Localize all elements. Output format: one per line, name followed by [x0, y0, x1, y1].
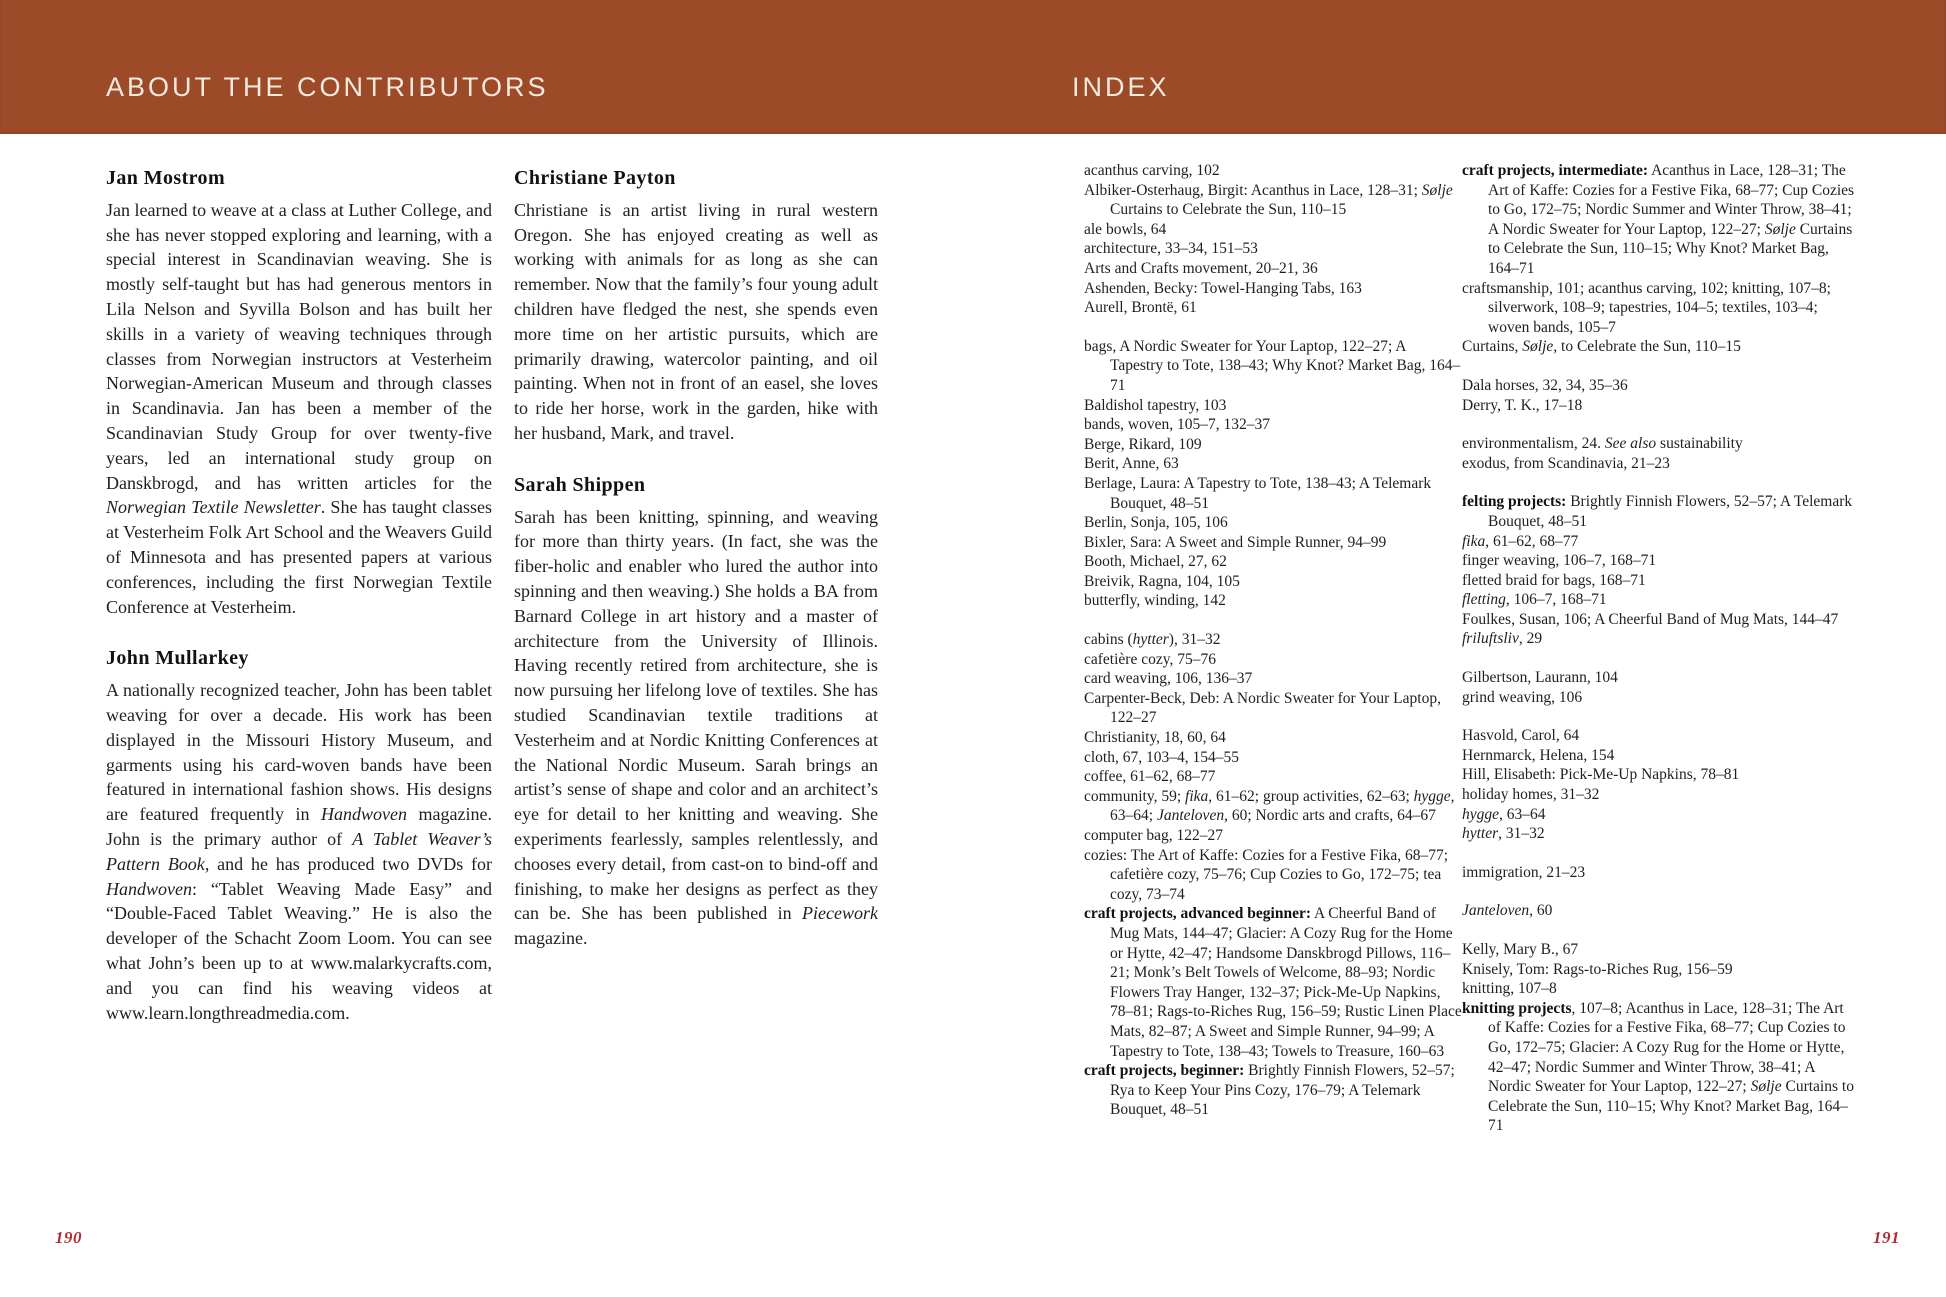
index-entry: immigration, 21–23 — [1462, 863, 1586, 881]
index-entry: cafetière cozy, 75–76 — [1084, 650, 1216, 668]
index-entry: Hill, Elisabeth: Pick-Me-Up Napkins, 78–81 — [1462, 766, 1740, 784]
index-column-2 — [1462, 161, 1858, 1155]
page-number-left: 190 — [55, 1228, 82, 1247]
index-entry: Janteloven, 60 — [1462, 902, 1553, 920]
index-entry: ale bowls, 64 — [1084, 220, 1167, 238]
index-entry: Bixler, Sara: A Sweet and Simple Runner, 94–99 — [1084, 533, 1387, 551]
index-entry: craft projects, intermediate: Acanthus in Lace, 128–31; The Art of Kaffe: Cozies for a Festive Fika, 68–77; Cup Cozies to Go, 172–75; Nordic Summer and Winter Throw, 38–41; A Nordic Sweater for Your Laptop, 122–27; Sølje Curtains to Celebrate the Sun, 110–15; Why Knot? Market Bag, 164–71 — [1462, 162, 1855, 277]
index-entry: grind weaving, 106 — [1462, 688, 1583, 706]
index-entry: hygge, 63–64 — [1462, 805, 1546, 823]
index-entry: Knisely, Tom: Rags-to-Riches Rug, 156–59 — [1462, 960, 1733, 978]
index-entry: Aurell, Brontë, 61 — [1084, 299, 1197, 317]
index-entry: Dala horses, 32, 34, 35–36 — [1462, 376, 1628, 394]
index-entry: Berit, Anne, 63 — [1084, 455, 1179, 473]
index-entry: Derry, T. K., 17–18 — [1462, 396, 1583, 414]
index-entry: holiday homes, 31–32 — [1462, 786, 1600, 804]
index-entry: felting projects: Brightly Finnish Flowers, 52–57; A Telemark Bouquet, 48–51 — [1462, 493, 1853, 530]
index-entry: Carpenter-Beck, Deb: A Nordic Sweater for Your Laptop, 122–27 — [1084, 689, 1441, 727]
contributors-page-title: ABOUT THE CONTRIBUTORS — [106, 72, 549, 102]
index-entry: Breivik, Ragna, 104, 105 — [1084, 572, 1240, 590]
index-entry: hytter, 31–32 — [1462, 825, 1545, 843]
index-entry: Foulkes, Susan, 106; A Cheerful Band of Mug Mats, 144–47 — [1462, 610, 1839, 628]
index-entry: fletted braid for bags, 168–71 — [1462, 571, 1646, 589]
index-entry: bags, A Nordic Sweater for Your Laptop, 122–27; A Tapestry to Tote, 138–43; Why Knot? Market Bag, 164–71 — [1084, 337, 1461, 394]
index-group — [1462, 726, 1858, 844]
index-entry: acanthus carving, 102 — [1084, 162, 1220, 179]
index-entry: finger weaving, 106–7, 168–71 — [1462, 552, 1657, 570]
contributor-name: Christiane Payton — [514, 167, 676, 189]
contributor-name: Jan Mostrom — [106, 167, 226, 189]
index-group — [1462, 434, 1858, 473]
contributors-column-1 — [106, 166, 492, 1025]
index-column-1 — [1084, 161, 1462, 1139]
index-entry: environmentalism, 24. See also sustainability — [1462, 435, 1743, 453]
index-entry: community, 59; fika, 61–62; group activities, 62–63; hygge, 63–64; Janteloven, 60; Nordic arts and crafts, 64–67 — [1084, 787, 1455, 825]
index-entry: knitting, 107–8 — [1462, 980, 1557, 998]
index-group — [1084, 337, 1462, 611]
contributor-bio: A nationally recognized teacher, John has been tablet weaving for over a decade. His work has been displayed in the Missouri History Museum, and garments using his card-woven bands have been featured in international fashion shows. His designs are featured frequently in Handwoven magazine. John is the primary author of A Tablet Weaver’s Pattern Book, and he has produced two DVDs for Handwoven: “Tablet Weaving Made Easy” and “Double-Faced Tablet Weaving.” He is also the developer of the Schacht Zoom Loom. You can see what John’s been up to at www.malarkycrafts.com, and you can find his weaving videos at www.learn.longthreadmedia.com. — [106, 680, 493, 1023]
index-entry: Hasvold, Carol, 64 — [1462, 727, 1580, 745]
index-group — [1462, 940, 1858, 1136]
index-entry: Berlage, Laura: A Tapestry to Tote, 138–43; A Telemark Bouquet, 48–51 — [1084, 474, 1432, 512]
index-entry: bands, woven, 105–7, 132–37 — [1084, 416, 1270, 434]
index-entry: computer bag, 122–27 — [1084, 827, 1224, 844]
index-entry: Kelly, Mary B., 67 — [1462, 941, 1579, 958]
index-group — [1084, 630, 1462, 1120]
index-group — [1462, 161, 1858, 357]
index-entry: butterfly, winding, 142 — [1084, 592, 1226, 610]
index-entry: friluftsliv, 29 — [1462, 630, 1543, 648]
index-entry: Berlin, Sonja, 105, 106 — [1084, 514, 1228, 532]
index-group — [1462, 492, 1858, 649]
index-entry: Baldishol tapestry, 103 — [1084, 396, 1227, 414]
index-entry: coffee, 61–62, 68–77 — [1084, 768, 1216, 786]
index-group — [1462, 668, 1858, 707]
index-entry: Ashenden, Becky: Towel-Hanging Tabs, 163 — [1084, 279, 1362, 297]
index-group — [1084, 161, 1462, 318]
index-entry: knitting projects, 107–8; Acanthus in Lace, 128–31; The Art of Kaffe: Cozies for a Festive Fika, 68–77; Cup Cozies to Go, 172–75; Glacier: A Cozy Rug for the Home or Hytte, 42–47; Nordic Summer and Winter Throw, 38–41; A Nordic Sweater for Your Laptop, 122–27; Sølje Curtains to Celebrate the Sun, 110–15; Why Knot? Market Bag, 164–71 — [1462, 999, 1854, 1135]
contributor-name: Sarah Shippen — [514, 473, 646, 496]
index-page-title: INDEX — [1072, 72, 1170, 102]
index-entry: Booth, Michael, 27, 62 — [1084, 553, 1227, 571]
index-entry: fika, 61–62, 68–77 — [1462, 532, 1579, 550]
header-band — [0, 0, 1946, 134]
index-group — [1462, 376, 1858, 415]
index-entry: Gilbertson, Laurann, 104 — [1462, 669, 1618, 687]
index-entry: Berge, Rikard, 109 — [1084, 435, 1202, 453]
page-number-right: 191 — [1873, 1228, 1900, 1247]
index-entry: craft projects, beginner: Brightly Finnish Flowers, 52–57; Rya to Keep Your Pins Cozy, 176–79; A Telemark Bouquet, 48–51 — [1084, 1062, 1455, 1119]
index-group — [1462, 863, 1858, 883]
index-entry: Christianity, 18, 60, 64 — [1084, 729, 1226, 747]
contributor-name: John Mullarkey — [106, 647, 249, 670]
index-entry: Albiker-Osterhaug, Birgit: Acanthus in Lace, 128–31; Sølje Curtains to Celebrate the Sun, 110–15 — [1084, 181, 1453, 219]
index-entry: architecture, 33–34, 151–53 — [1084, 240, 1258, 258]
index-entry: cozies: The Art of Kaffe: Cozies for a Festive Fika, 68–77; cafetière cozy, 75–76; Cup Cozies to Go, 172–75; tea cozy, 73–74 — [1084, 846, 1449, 903]
contributors-column-2 — [514, 166, 878, 951]
index-entry: cabins (hytter), 31–32 — [1084, 631, 1221, 649]
index-entry: cloth, 67, 103–4, 154–55 — [1084, 748, 1239, 766]
contributor-bio: Jan learned to weave at a class at Luther College, and she has never stopped exploring and learning, with a special interest in Scandinavian weaving. She is mostly self-taught but has had generous mentors in Lila Nelson and Syvilla Bolson and has built her skills in a variety of weaving techniques through classes from Norwegian instructors at Vesterheim Norwegian-American Museum and through classes in Scandinavia. Jan has been a member of the Scandinavian Study Group for over twenty-five years, led an international study group on Danskbrogd, and has written articles for the Norwegian Textile Newsletter. She has taught classes at Vesterheim Folk Art School and the Weavers Guild of Minnesota and has presented papers at various conferences, including the first Norwegian Textile Conference at Vesterheim. — [106, 199, 493, 617]
index-entry: Curtains, Sølje, to Celebrate the Sun, 110–15 — [1462, 338, 1741, 356]
index-entry: exodus, from Scandinavia, 21–23 — [1462, 454, 1670, 472]
index-entry: Hernmarck, Helena, 154 — [1462, 746, 1615, 764]
contributor-bio: Sarah has been knitting, spinning, and weaving for more than thirty years. (In fact, she was the fiber-holic and enabler who lured the author into spinning and then weaving.) She holds a BA from Barnard College in art history and a master of architecture from the University of Illinois. Having recently retired from architecture, she is now pursuing her lifelong love of textiles. She has studied Scandinavian textile traditions at Vesterheim and at Nordic Knitting Conferences at the National Nordic Museum. Sarah brings an artist’s sense of shape and color and an architect’s eye for detail to her knitting and weaving. She experiments fearlessly, samples relentlessly, and chooses every detail, from cast-on to bind-off and finishing, to make her designs as perfect as they can be. She has been published in Piecework magazine. — [514, 506, 878, 949]
index-entry: craftsmanship, 101; acanthus carving, 102; knitting, 107–8; silverwork, 108–9; tapestries, 104–5; textiles, 103–4; woven bands, 105–7 — [1462, 279, 1831, 336]
index-entry: Arts and Crafts movement, 20–21, 36 — [1084, 259, 1318, 277]
index-entry: fletting, 106–7, 168–71 — [1462, 591, 1607, 609]
index-entry: card weaving, 106, 136–37 — [1084, 670, 1253, 688]
index-group — [1462, 901, 1858, 921]
contributor-bio: Christiane is an artist living in rural western Oregon. She has enjoyed creating as well as working with animals for as long as she can remember. Now that the family’s four young adult children have fledged the nest, she spends even more time on her artistic pursuits, which are primarily drawing, watercolor painting, and oil painting. When not in front of an easel, she loves to ride her horse, work in the garden, hike with her husband, Mark, and travel. — [514, 199, 878, 443]
index-entry: craft projects, advanced beginner: A Cheerful Band of Mug Mats, 144–47; Glacier: A Cozy Rug for the Home or Hytte, 42–47; Handsome Danskbrogd Pillows, 116–21; Monk’s Belt Towels of Welcome, 88–93; Nordic Flowers Tray Hanger, 132–37; Pick-Me-Up Napkins, 78–81; Rags-to-Riches Rug, 156–59; Rustic Linen Place Mats, 82–87; A Sweet and Simple Runner, 94–99; A Tapestry to Tote, 138–43; Towels to Treasure, 160–63 — [1084, 905, 1462, 1060]
